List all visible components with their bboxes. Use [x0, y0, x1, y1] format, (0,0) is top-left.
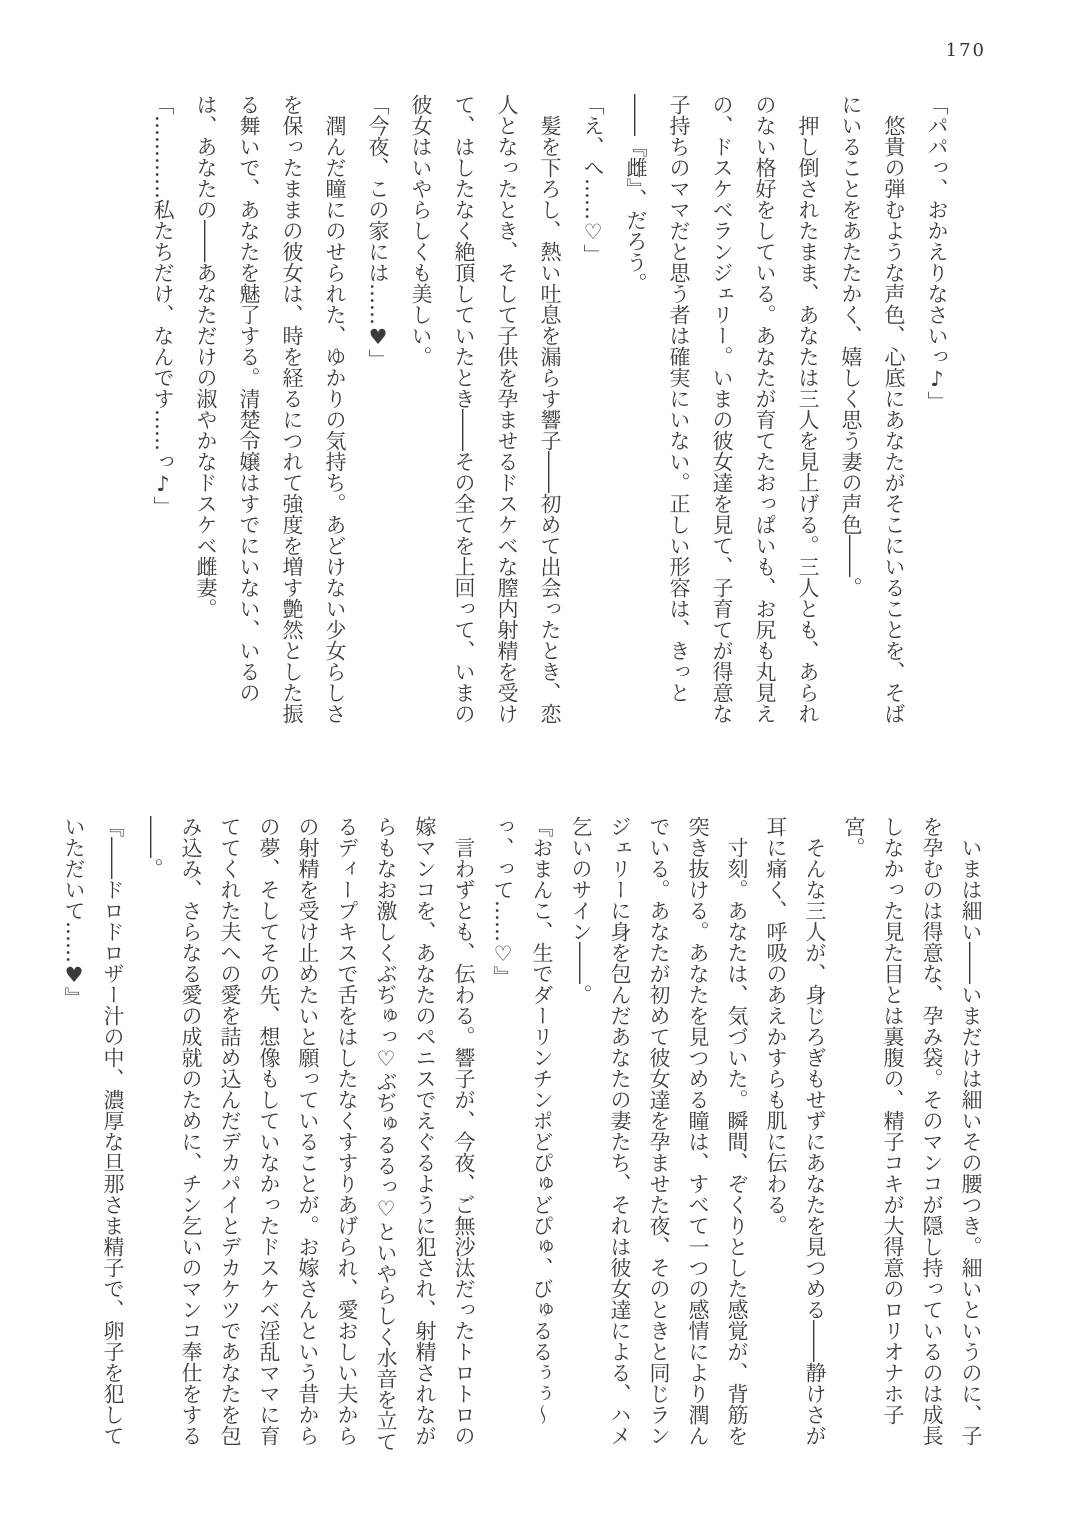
paragraph: 潤んだ瞳にのせられた、ゆかりの気持ち。あどけない少女らしさを保ったままの彼女は、時を経るにつれて強度を増す艶然とした振る舞いで、あなたを魅了する。清楚令嬢はすでにいない、いるのは、あなたの――あなただけの淑やかなドスケベ雌妻。 — [194, 94, 347, 724]
paragraph: 「え、へ……♡」 — [581, 94, 605, 265]
paragraph: 『――ドロドロザー汁の中、濃厚な旦那さま精子で、卵子を犯していただいて……♥』 — [62, 816, 125, 1446]
paragraph: ――『雌』、だろう。 — [624, 94, 648, 294]
paragraph: 悠貴の弾むような声色、心底にあなたがそこにいることを、そばにいることをあたたかく、嬉しく思う妻の声色――。 — [839, 94, 906, 724]
paragraph: 「…………私たちだけ、なんです……っ♪」 — [151, 94, 175, 517]
page-number: 170 — [945, 40, 986, 61]
text-block-bottom — [54, 816, 990, 1452]
paragraph: 言わずとも、伝わる。響子が、今夜、ご無沙汰だったトロトロの嫁マンコを、あなたのペニスでえぐるように犯され、射精されながらもなお激しくぶぢゅっ♡ぶぢゅるるっ♡といやらしく水音を立てるディープキスで舌をはしたなくすすりあげられ、愛おしい夫からの射精を受け止めたいと願っていることが。お嫁さんという昔からの夢、そしてその先、想像もしていなかったドスケベ淫乱ママに育ててくれた夫への愛を詰め込んだデカパイとデカケツであなたを包み込み、さらなる愛の成就のために、チン乞いのマンコ奉仕をする――。 — [140, 816, 476, 1452]
paragraph: そんな三人が、身じろぎもせずにあなたを見つめる――静けさが耳に痛く、呼吸のあえかすらも肌に伝わる。 — [764, 816, 827, 1446]
paragraph: 髪を下ろし、熱い吐息を漏らす響子――初めて出会ったとき、恋人となったとき、そして子供を孕ませるドスケベな膣内射精を受けて、はしたなく絶頂していたとき――その全てを上回って、いまの彼女はいやらしくも美しい。 — [409, 94, 562, 724]
paragraph: 「今夜、この家には……♥」 — [366, 94, 390, 370]
paragraph: いまは細い――いまだけは細いその腰つき。細いというのに、子を孕むのは得意な、孕み袋。そのマンコが隠し持っているのは成長しなかった見た目とは裏腹の、精子コキが大得意のロリオナホ子宮。 — [842, 816, 983, 1446]
text-block-top — [141, 94, 958, 728]
paragraph: 「パパっ、おかえりなさいっ♪」 — [925, 94, 949, 412]
paragraph: 寸刻。あなたは、気づいた。瞬間、ぞくりとした感覚が、背筋を突き抜ける。あなたを見つめる瞳は、すべて一つの感情により潤んでいる。あなたが初めて彼女達を孕ませた夜、そのときと同じランジェリーに身を包んだあなたの妻たち、それは彼女達による、ハメ乞いのサイン――。 — [569, 816, 749, 1446]
paragraph: 押し倒されたまま、あなたは三人を見上げる。三人とも、あられのない格好をしている。あなたが育てたおっぱいも、お尻も丸見えの、ドスケベランジェリー。いまの彼女達を見て、子育てが得意な子持ちのママだと思う者は確実にいない。正しい形容は、きっと — [667, 94, 820, 724]
paragraph: 『おまんこ、生でダーリンチンポどぴゅどぴゅ、びゅるるぅぅ〜っ、って……♡』 — [491, 816, 554, 1425]
